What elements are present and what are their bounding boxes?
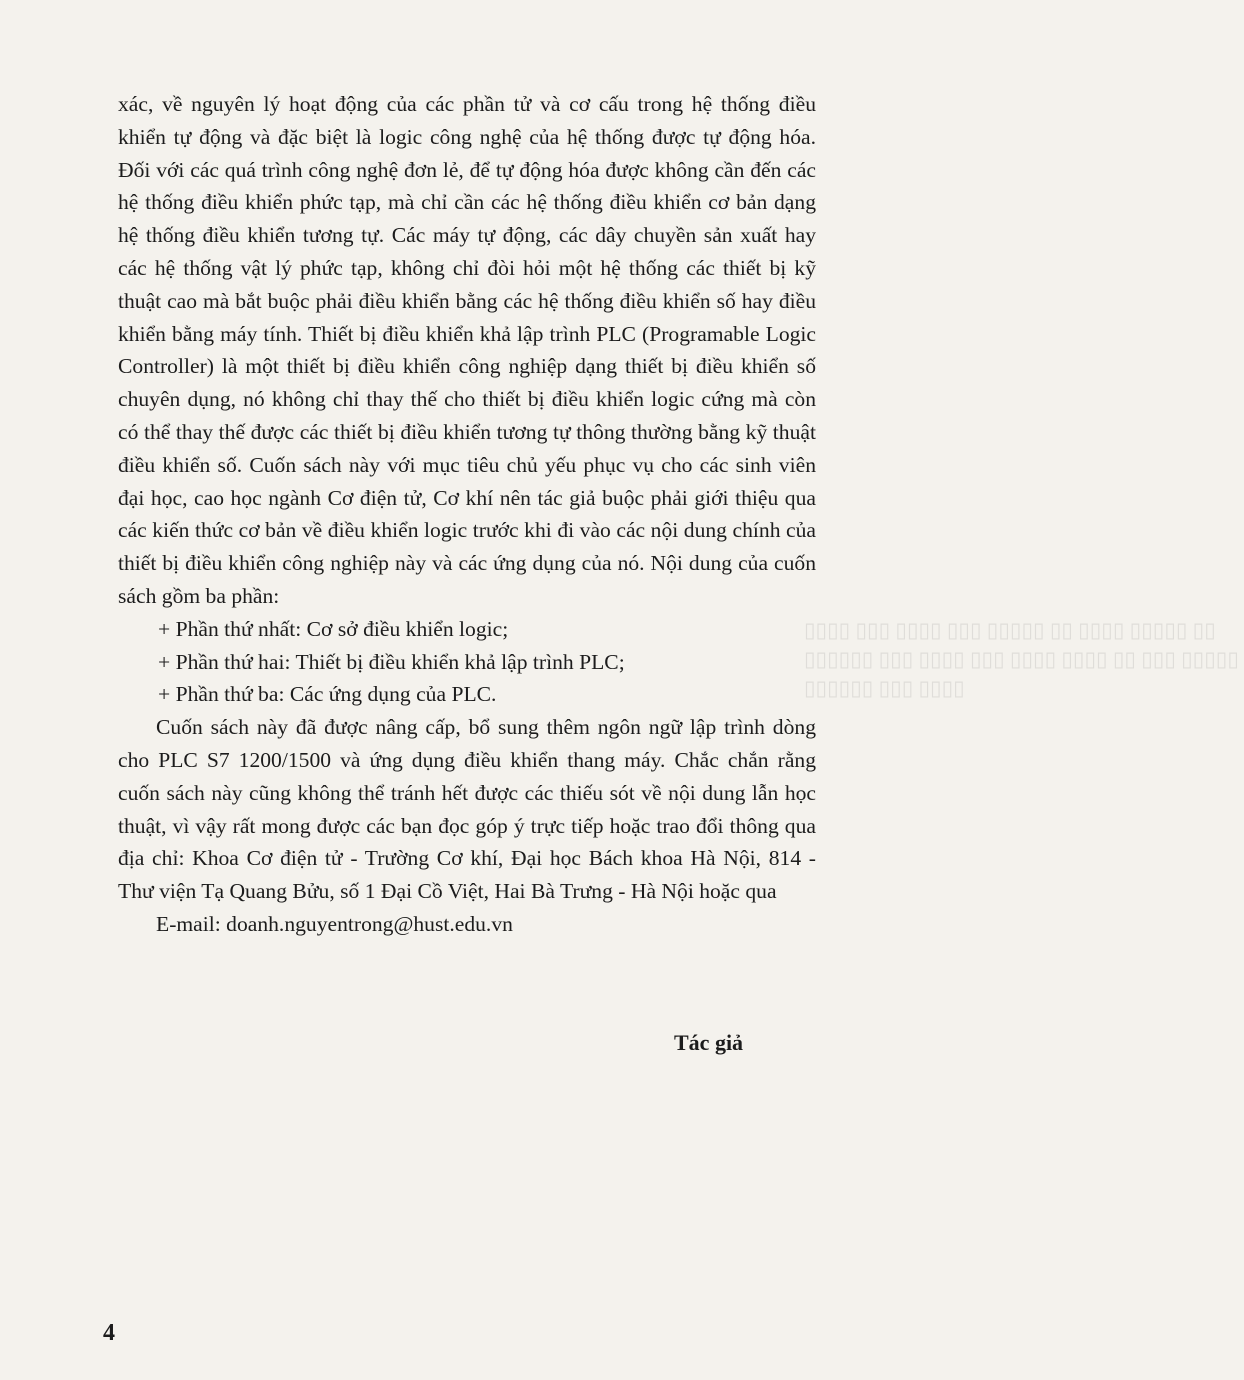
- bleed-through-texture: ▯▯▯▯ ▯▯▯ ▯▯▯▯ ▯▯▯ ▯▯▯▯▯ ▯▯ ▯▯▯▯ ▯▯▯▯▯ ▯▯ ▯▯▯▯▯▯ ▯▯▯ ▯▯▯▯ ▯▯▯ ▯▯▯▯ ▯▯▯▯ ▯▯ ▯▯▯ ▯▯▯▯▯ ▯▯▯▯▯▯ ▯▯▯ ▯▯▯▯: [804, 618, 1239, 700]
- part-three-item: + Phần thứ ba: Các ứng dụng của PLC.: [158, 682, 497, 707]
- contact-email: E-mail: doanh.nguyentrong@hust.edu.vn: [156, 911, 513, 936]
- body-text: [118, 88, 816, 941]
- intro-paragraph: xác, về nguyên lý hoạt động của các phần tử và cơ cấu trong hệ thống điều khiển tự động và đặc biệt là logic công nghệ của hệ thống được tự động hóa. Đối với các quá trình công nghệ đơn lẻ, để tự động hóa được không cần đến các hệ thống điều khiển phức tạp, mà chỉ cần các hệ thống điều khiển cơ bản dạng hệ thống điều khiển tương tự. Các máy tự động, các dây chuyền sản xuất hay các hệ thống vật lý phức tạp, không chỉ đòi hỏi một hệ thống các thiết bị kỹ thuật cao mà bắt buộc phải điều khiển bằng các hệ thống điều khiển số hay điều khiển bằng máy tính. Thiết bị điều khiển khả lập trình PLC (Programable Logic Controller) là một thiết bị điều khiển công nghiệp dạng thiết bị điều khiển số chuyên dụng, nó không chỉ thay thế cho thiết bị điều khiển logic cứng mà còn có thể thay thế được các thiết bị điều khiển tương tự thông thường bằng kỹ thuật điều khiển số. Cuốn sách này với mục tiêu chủ yếu phục vụ cho các sinh viên đại học, cao học ngành Cơ điện tử, Cơ khí nên tác giả buộc phải giới thiệu qua các kiến thức cơ bản về điều khiển logic trước khi đi vào các nội dung chính của thiết bị điều khiển công nghiệp này và các ứng dụng của nó. Nội dung của cuốn sách gồm ba phần:: [118, 92, 816, 608]
- part-one-item: + Phần thứ nhất: Cơ sở điều khiển logic;: [158, 616, 509, 641]
- page-number: 4: [103, 1320, 115, 1346]
- update-paragraph: Cuốn sách này đã được nâng cấp, bổ sung thêm ngôn ngữ lập trình dòng cho PLC S7 1200/1500 và ứng dụng điều khiển thang máy. Chắc chắn rằng cuốn sách này cũng không thể tránh hết được các thiếu sót về nội dung lẫn học thuật, vì vậy rất mong được các bạn đọc góp ý trực tiếp hoặc trao đổi thông qua địa chỉ: Khoa Cơ điện tử - Trường Cơ khí, Đại học Bách khoa Hà Nội, 814 - Thư viện Tạ Quang Bửu, số 1 Đại Cồ Việt, Hai Bà Trưng - Hà Nội hoặc qua: [118, 715, 816, 904]
- author-signature: Tác giả: [674, 1030, 744, 1055]
- part-two-item: + Phần thứ hai: Thiết bị điều khiển khả lập trình PLC;: [158, 649, 625, 674]
